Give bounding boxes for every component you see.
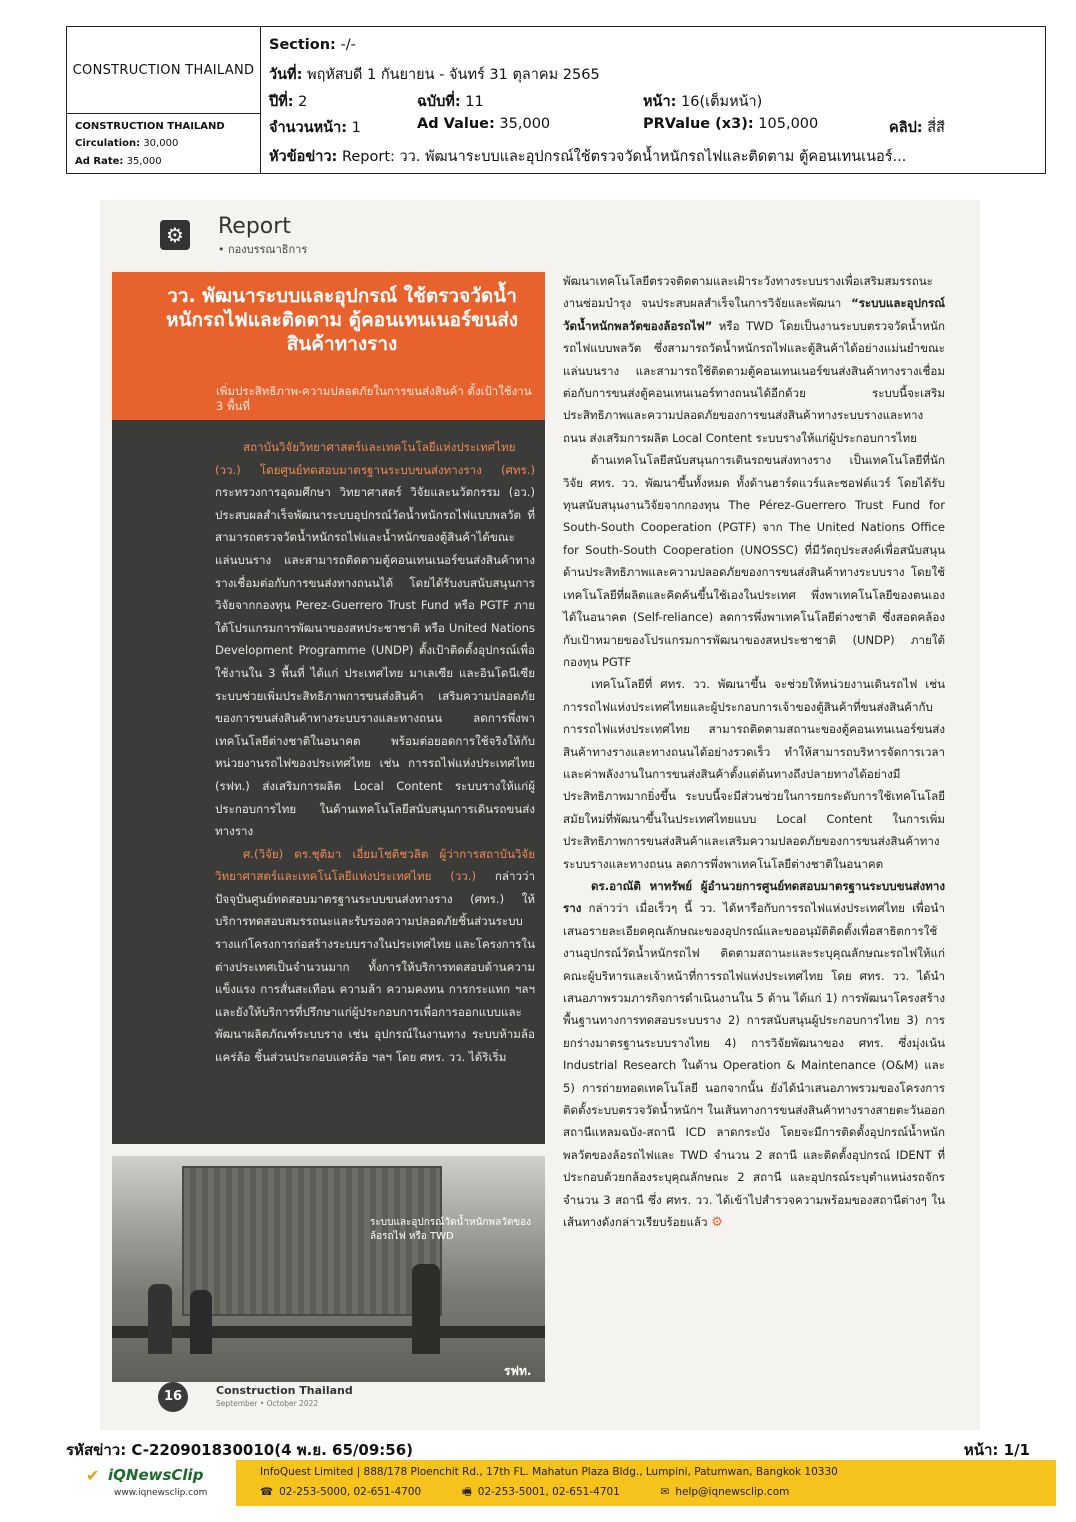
article-right-column bbox=[563, 270, 945, 1234]
person-figure bbox=[190, 1290, 212, 1354]
person-figure bbox=[148, 1284, 172, 1354]
publication-info bbox=[67, 27, 261, 173]
fax: 02-253-5001, 02-651-4701 bbox=[477, 1486, 620, 1498]
page: หน้า: 16(เต็มหน้า) bbox=[643, 94, 763, 110]
ad-rate: Ad Rate: 35,000 bbox=[75, 156, 162, 167]
clip: คลิป: สี่สี bbox=[889, 120, 945, 136]
issue: ฉบับที่: 11 bbox=[417, 94, 484, 110]
brand-url: www.iqnewsclip.com bbox=[114, 1488, 208, 1498]
checkmark-icon: ✔ bbox=[86, 1466, 100, 1485]
article-left-column bbox=[112, 272, 545, 1144]
page-number: 16 bbox=[158, 1382, 188, 1412]
footer-magazine-name: Construction Thailand bbox=[216, 1384, 353, 1397]
paragraph: พัฒนาเทคโนโลยีตรวจติดตามและเฝ้าระวังทางระบบรางเพื่อเสริมสมรรถนะงานซ่อมบำรุง จนประสบผลสำเร็จในการวิจัยและพัฒนา “ระบบและอุปกรณ์วัดน้ำหนักพลวัตของล้อรถไฟ” หรือ TWD โดยเป็นงานระบบตรวจวัดน้ำหนักรถไฟแบบพลวัต ซึ่งสามารถวัดน้ำหนักรถไฟและตู้สินค้าได้อย่างแม่นยำขณะแล่นบนราง และสามารถใช้ติดตามตู้คอนเทนเนอร์ขนส่งสินค้าทางรางเชื่อมต่อกับการขนส่งตู้คอนเทนเนอร์ทางถนนได้อีกด้วย ระบบนี้จะเสริมประสิทธิภาพและความปลอดภัยของการขนส่งสินค้าทางระบบรางและทางถนน ส่งเสริมการผลิต Local Content ระบบรางให้แก่ผู้ประกอบการไทย bbox=[563, 274, 945, 445]
photo-caption: ระบบและอุปกรณ์วัดน้ำหนักพลวัตของล้อรถไฟ หรือ TWD bbox=[370, 1217, 532, 1242]
clipping-header bbox=[66, 26, 1046, 174]
publication-name-small: CONSTRUCTION THAILAND bbox=[75, 121, 225, 132]
gear-icon: ⚙ bbox=[160, 220, 190, 250]
date: วันที่: พฤหัสบดี 1 กันยายน - จันทร์ 31 ตุลาคม 2565 bbox=[269, 67, 600, 83]
magazine-page-scan bbox=[100, 200, 980, 1430]
byline: • กองบรรณาธิการ bbox=[218, 243, 308, 256]
clipping-details bbox=[269, 27, 1039, 173]
contact-bar bbox=[236, 1460, 1056, 1506]
headline: หัวข้อข่าว: Report: วว. พัฒนาระบบและอุปกรณ์ใช้ตรวจวัดน้ำหนักรถไฟและติดตาม ตู้คอนเทนเนอร์... bbox=[269, 149, 907, 165]
contact-line bbox=[260, 1484, 795, 1502]
company-address: InfoQuest Limited | 888/178 Ploenchit Rd., 17th FL. Mahatun Plaza Bldg., Lumpini, Patumwan, Bangkok 10330 bbox=[260, 1466, 838, 1478]
photo-logo: รฟท. bbox=[504, 1364, 532, 1378]
rail-image bbox=[112, 1326, 545, 1338]
phone-icon: ☎ bbox=[260, 1486, 274, 1498]
phone: 02-253-5000, 02-651-4700 bbox=[279, 1486, 422, 1498]
paragraph: ศ.(วิจัย) ดร.ชุติมา เอี่ยมโชติชวลิต ผู้ว่าการสถาบันวิจัยวิทยาศาสตร์และเทคโนโลยีแห่งประเทศไทย (วว.) กล่าวว่า ปัจจุบันศูนย์ทดสอบมาตรฐานระบบขนส่งทางราง (ศทร.) ให้บริการทดสอบสมรรถนะและรับรองความปลอดภัยชิ้นส่วนระบบรางแก่โครงการก่อสร้างระบบรางในประเทศไทย และโครงการในต่างประเทศเป็นจำนวนมาก ทั้งการให้บริการทดสอบด้านความแข็งแรง การสั่นสะเทือน ความล้า ความคงทน การกระแทก ฯลฯ และยังให้บริการที่ปรึกษาแก่ผู้ประกอบการเพื่อการออกแบบและพัฒนาผลิตภัณฑ์ระบบราง เช่น อุปกรณ์ในงานทาง ระบบห้ามล้อ แคร่ล้อ ชิ้นส่วนประกอบแคร่ล้อ ฯลฯ โดย ศทร. วว. ได้ริเริ่ม bbox=[215, 846, 535, 1065]
paragraph: สถาบันวิจัยวิทยาศาสตร์และเทคโนโลยีแห่งประเทศไทย (วว.) โดยศูนย์ทดสอบมาตรฐานระบบขนส่งทางราง (ศทร.) กระทรวงการอุดมศึกษา วิทยาศาสตร์ วิจัยและนวัตกรรม (อว.) ประสบผลสำเร็จพัฒนาระบบอุปกรณ์วัดน้ำหนักรถไฟแบบพลวัต ที่สามารถตรวจวัดน้ำหนักรถไฟและน้ำหนักของตู้สินค้าได้ขณะแล่นบนราง และสามารถติดตามตู้คอนเทนเนอร์ขนส่งสินค้าทางรางเชื่อมต่อกับการขนส่งทางถนนได้ โดยได้รับงบสนับสนุนการวิจัยจากกองทุน Perez-Guerrero Trust Fund หรือ PGTF ภายใต้โปรแกรมการพัฒนาของสหประชาชาติ หรือ United Nations Development Programme (UNDP) ตั้งเป้าติดตั้งอุปกรณ์เพื่อใช้งานใน 3 พื้นที่ ได้แก่ ประเทศไทย มาเลเซีย และอินโดนีเซีย ระบบช่วยเพิ่มประสิทธิภาพการขนส่งสินค้า เสริมความปลอดภัยของการขนส่งสินค้าทางระบบรางและทางถนน ลดการพึ่งพาเทคโนโลยีต่างชาติในอนาคต พร้อมต่อยอดการใช้จริงให้กับหน่วยงานรถไฟของประเทศไทย เช่น การรถไฟแห่งประเทศไทย (รฟท.) ส่งเสริมการผลิต Local Content ระบบรางให้แก่ผู้ประกอบการไทย ในด้านเทคโนโลยีสนับสนุนการเดินรถขนส่งทางราง bbox=[215, 440, 535, 839]
footer-issue-date: September • October 2022 bbox=[216, 1399, 319, 1408]
page-of: หน้า: 1/1 bbox=[963, 1441, 1030, 1459]
section: Section: -/- bbox=[269, 37, 356, 53]
person-figure bbox=[412, 1264, 440, 1354]
year: ปีที่: 2 bbox=[269, 94, 308, 110]
section-title: Report bbox=[218, 214, 291, 239]
title-banner bbox=[112, 272, 545, 420]
article-title: วว. พัฒนาระบบและอุปกรณ์ ใช้ตรวจวัดน้ำหนักรถไฟและติดตาม ตู้คอนเทนเนอร์ขนส่งสินค้าทางราง bbox=[165, 285, 519, 355]
news-code: รหัสข่าว: C-220901830010(4 พ.ย. 65/09:56) bbox=[66, 1441, 414, 1459]
paragraph: เทคโนโลยีที่ ศทร. วว. พัฒนาขึ้น จะช่วยให้หน่วยงานเดินรถไฟ เช่น การรถไฟแห่งประเทศไทยและผู้ประกอบการเจ้าของตู้สินค้าที่ขนส่งสินค้ากับการรถไฟแห่งประเทศไทย สามารถติดตามสถานะของตู้คอนเทนเนอร์ขนส่งสินค้าทางรางและทางถนนได้อย่างรวดเร็ว ทำให้สามารถบริหารจัดการเวลาและค่าพลังงานในการขนส่งสินค้าตั้งแต่ต้นทางถึงปลายทางได้อย่างมีประสิทธิภาพมากยิ่งขึ้น ระบบนี้จะมีส่วนช่วยในการยกระดับการใช้เทคโนโลยีสมัยใหม่ที่พัฒนาขึ้นในประเทศไทยแบบ Local Content ในการเพิ่มประสิทธิภาพการขนส่งสินค้าและเสริมความปลอดภัยของการขนส่งสินค้าทางระบบรางและทางถนน ลดการพึ่งพาเทคโนโลยีต่างชาติในอนาคต bbox=[563, 677, 945, 871]
pages-count: จำนวนหน้า: 1 bbox=[269, 120, 361, 136]
brand-name: iQNewsClip bbox=[108, 1466, 204, 1484]
paragraph: ด้านเทคโนโลยีสนับสนุนการเดินรถขนส่งทางราง เป็นเทคโนโลยีที่นักวิจัย ศทร. วว. พัฒนาขึ้นทั้งหมด ทั้งด้านฮาร์ดแวร์และซอฟต์แวร์ โดยได้รับทุนสนับสนุนงานวิจัยจากกองทุน The Pérez-Guerrero Trust Fund for South-South Cooperation (PGTF) จาก The United Nations Office for South-South Cooperation (UNOSSC) ที่มีวัตถุประสงค์เพื่อสนับสนุนด้านประสิทธิภาพและความปลอดภัยของการขนส่งสินค้าทางระบบราง โดยใช้เทคโนโลยีที่ผลิตและคิดค้นขึ้นใช้เองในประเทศ พึ่งพาเทคโนโลยีของตนเองได้ในอนาคต (Self-reliance) ลดการพึ่งพาเทคโนโลยีต่างชาติ ซึ่งสอดคล้องกับเป้าหมายของโปรแกรมการพัฒนาของสหประชาชาติ (UNDP) ภายใต้กองทุน PGTF bbox=[563, 453, 945, 669]
pr-value: PRValue (x3): 105,000 bbox=[643, 116, 819, 132]
paragraph: ดร.อาณัติ หาทรัพย์ ผู้อำนวยการศูนย์ทดสอบมาตรฐานระบบขนส่งทางราง กล่าวว่า เมื่อเร็วๆ นี้ วว. ได้หารือกับการรถไฟแห่งประเทศไทย เพื่อนำเสนอรายละเอียดคุณลักษณะของอุปกรณ์และขออนุมัติติดตั้งเพื่อสาธิตการใช้งานอุปกรณ์วัดน้ำหนักรถไฟ ติดตามสถานะและระบุคุณลักษณะรถไฟให้แก่คณะผู้บริหารและเจ้าหน้าที่การรถไฟแห่งประเทศไทย โดย ศทร. วว. ได้นำเสนอภาพรวมภารกิจการดำเนินงานใน 5 ด้าน ได้แก่ 1) การพัฒนาโครงสร้างพื้นฐานทางการทดสอบระบบราง 2) การสนับสนุนผู้ประกอบการไทย 3) การยกร่างมาตรฐานระบบรางไทย 4) การวิจัยพัฒนาของ ศทร. ซึ่งมุ่งเน้น Industrial Research ในด้าน Operation & Maintenance (O&M) และ 5) การถ่ายทอดเทคโนโลยี นอกจากนั้น ยังได้นำเสนอภาพรวมของโครงการติดตั้งระบบตรวจวัดน้ำหนักฯ ในเส้นทางการขนส่งสินค้าทางรางสายตะวันออก สถานีแหลมฉบัง-สถานี ICD ลาดกระบัง โดยจะมีการติดตั้งอุปกรณ์น้ำหนักพลวัตของล้อรถไฟและ TWD จำนวน 2 สถานี และติดตั้งอุปกรณ์ IDENT ที่ประกอบด้วยกล้องระบุคุณลักษณะ 2 สถานี และอุปกรณ์ระบุตำแหน่งรถจักรจำนวน 3 สถานี ซึ่ง ศทร. วว. ได้เข้าไปสำรวจความพร้อมของสถานีต่างๆ ในเส้นทางดังกล่าวเรียบร้อยแล้ว ⚙ bbox=[563, 878, 945, 1231]
article-subtitle: เพิ่มประสิทธิภาพ-ความปลอดภัยในการขนส่งสินค้า ตั้งเป้าใช้งาน 3 พื้นที่ bbox=[216, 384, 532, 413]
email-icon: ✉ bbox=[660, 1486, 670, 1498]
email[interactable]: help@iqnewsclip.com bbox=[675, 1486, 790, 1498]
ad-value: Ad Value: 35,000 bbox=[417, 116, 551, 132]
publication-name: CONSTRUCTION THAILAND bbox=[67, 27, 260, 114]
article-photo bbox=[112, 1156, 545, 1382]
left-body-text bbox=[215, 436, 535, 1069]
iqnewsclip-logo bbox=[86, 1466, 226, 1506]
gear-icon: ⚙ bbox=[711, 1215, 723, 1231]
circulation: Circulation: 30,000 bbox=[75, 138, 179, 149]
fax-icon: 🖷 bbox=[461, 1486, 472, 1498]
